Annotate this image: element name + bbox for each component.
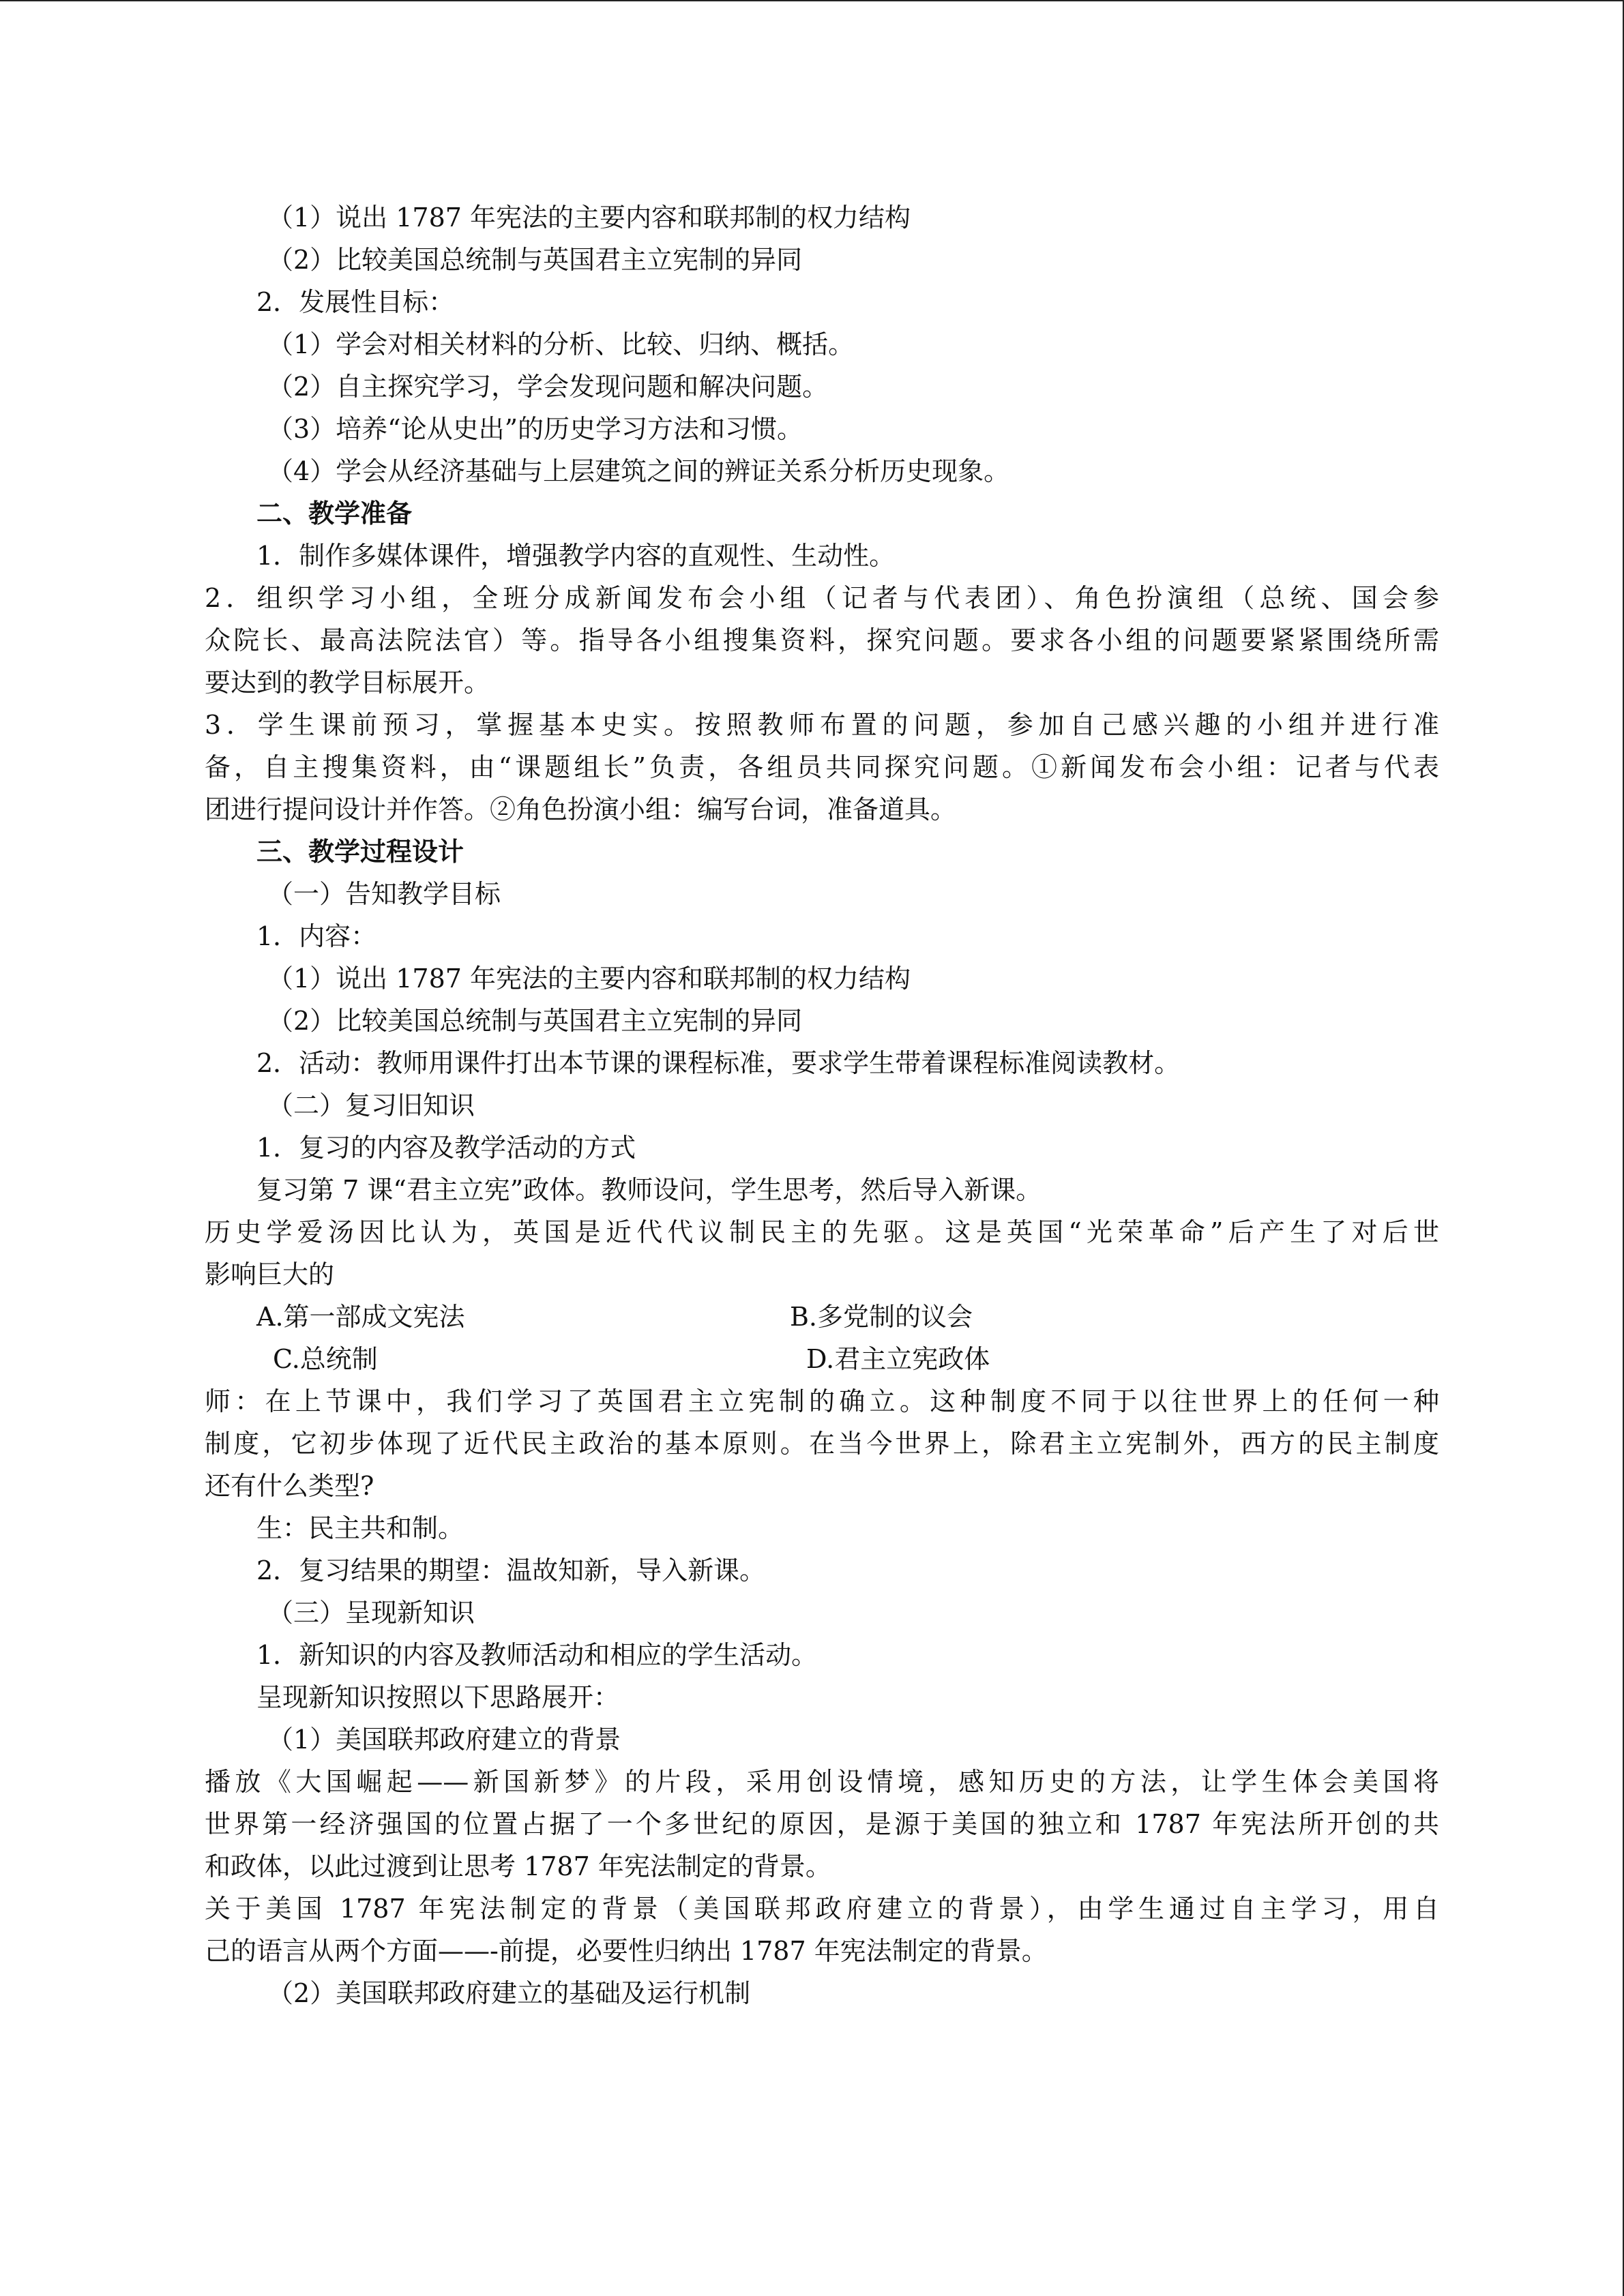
paragraph-line: 备，自主搜集资料，由“课题组长”负责，各组员共同探究问题。①新闻发布会小组：记者与代表 [205, 752, 1439, 782]
document-body [205, 196, 1439, 2014]
paragraph-line: 1．内容： [256, 921, 377, 951]
paragraph-line: 1．新知识的内容及教师活动和相应的学生活动。 [256, 1640, 818, 1670]
objective-line: （2）自主探究学习，学会发现问题和解决问题。 [267, 372, 829, 402]
options-row [205, 1338, 1439, 1380]
objective-line: （2）美国联邦政府建立的基础及运行机制 [267, 1978, 751, 2008]
subsection-heading: （二）复习旧知识 [267, 1090, 475, 1120]
section-heading-preparation: 二、教学准备 [256, 498, 413, 528]
objective-line: （2）比较美国总统制与英国君主立宪制的异同 [267, 1006, 803, 1036]
paragraph-line: 关于美国 1787 年宪法制定的背景（美国联邦政府建立的背景），由学生通过自主学习，用自 [205, 1894, 1439, 1924]
paragraph-line: 世界第一经济强国的位置占据了一个多世纪的原因，是源于美国的独立和 1787 年宪法所开创的共 [205, 1809, 1439, 1839]
paragraph-line: 3．学生课前预习，掌握基本史实。按照教师布置的问题，参加自己感兴趣的小组并进行准 [205, 710, 1439, 740]
paragraph-line: 1．复习的内容及教学活动的方式 [256, 1133, 636, 1163]
paragraph-line: 众院长、最高法院法官）等。指导各小组搜集资料，探究问题。要求各小组的问题要紧紧围绕所需 [205, 625, 1439, 655]
paragraph-line: 生：民主共和制。 [256, 1513, 464, 1543]
objective-line: （1）美国联邦政府建立的背景 [267, 1725, 621, 1755]
paragraph-line: 2．复习结果的期望：温故知新，导入新课。 [256, 1555, 766, 1585]
paragraph-line: 1．制作多媒体课件，增强教学内容的直观性、生动性。 [256, 541, 896, 571]
subsection-heading: （三）呈现新知识 [267, 1598, 475, 1628]
paragraph-line: 己的语言从两个方面——-前提，必要性归纳出 1787 年宪法制定的背景。 [205, 1936, 1048, 1966]
paragraph-line: 影响巨大的 [205, 1259, 335, 1289]
paragraph-line: 制度，它初步体现了近代民主政治的基本原则。在当今世界上，除君主立宪制外，西方的民主制度 [205, 1429, 1439, 1459]
objective-line: （1）学会对相关材料的分析、比较、归纳、概括。 [267, 329, 855, 359]
paragraph-line: 复习第 7 课“君主立宪”政体。教师设问，学生思考，然后导入新课。 [256, 1175, 1042, 1205]
objective-line: （1）说出 1787 年宪法的主要内容和联邦制的权力结构 [267, 203, 911, 233]
subheading: 2．发展性目标： [256, 287, 455, 317]
option-d: D.君主立宪政体 [806, 1344, 990, 1374]
paragraph-line: 师：在上节课中，我们学习了英国君主立宪制的确立。这种制度不同于以往世界上的任何一种 [205, 1386, 1439, 1416]
paragraph-line: 播放《大国崛起——新国新梦》的片段，采用创设情境，感知历史的方法，让学生体会美国将 [205, 1767, 1439, 1797]
paragraph-line: 和政体，以此过渡到让思考 1787 年宪法制定的背景。 [205, 1851, 831, 1881]
section-heading-process: 三、教学过程设计 [256, 836, 464, 867]
paragraph-line: 还有什么类型? [205, 1471, 374, 1501]
paragraph-line: 历史学爱汤因比认为，英国是近代代议制民主的先驱。这是英国“光荣革命”后产生了对后世 [205, 1217, 1439, 1247]
option-c: C.总统制 [273, 1344, 378, 1374]
paragraph-line: 2．组织学习小组，全班分成新闻发布会小组（记者与代表团）、角色扮演组（总统、国会参 [205, 583, 1439, 613]
objective-line: （3）培养“论从史出”的历史学习方法和习惯。 [267, 414, 803, 444]
option-b: B.多党制的议会 [790, 1302, 973, 1332]
option-a: A.第一部成文宪法 [256, 1302, 465, 1332]
paragraph-line: 团进行提问设计并作答。②角色扮演小组：编写台词，准备道具。 [205, 794, 957, 824]
objective-line: （2）比较美国总统制与英国君主立宪制的异同 [267, 245, 803, 275]
objective-line: （4）学会从经济基础与上层建筑之间的辨证关系分析历史现象。 [267, 456, 1010, 486]
options-row [205, 1296, 1439, 1338]
subsection-heading: （一）告知教学目标 [267, 879, 501, 909]
paragraph-line: 呈现新知识按照以下思路展开： [256, 1682, 620, 1712]
objective-line: （1）说出 1787 年宪法的主要内容和联邦制的权力结构 [267, 964, 911, 994]
paragraph-line: 要达到的教学目标展开。 [205, 668, 490, 698]
paragraph-line: 2．活动：教师用课件打出本节课的课程标准，要求学生带着课程标准阅读教材。 [256, 1048, 1181, 1078]
